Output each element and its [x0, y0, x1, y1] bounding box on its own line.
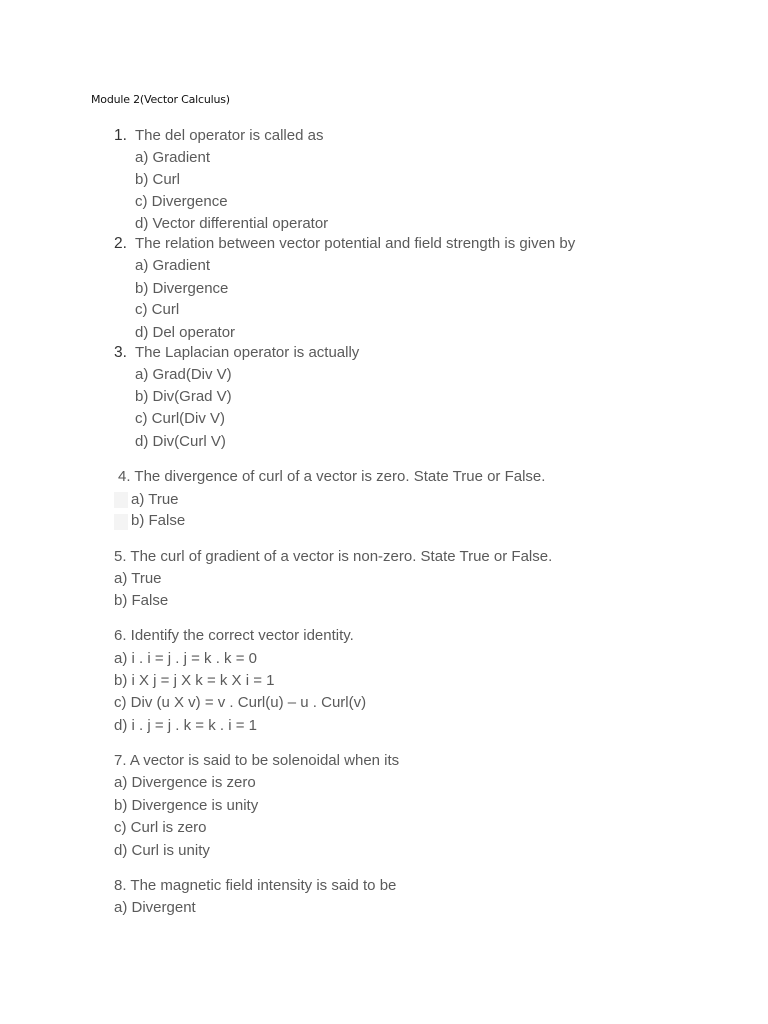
option: b) Curl [135, 171, 181, 188]
option: c) Divergence [135, 193, 228, 210]
option: b) Div(Grad V) [135, 388, 232, 405]
question-number: 1. [114, 127, 127, 144]
document-title: Module 2(Vector Calculus) [91, 93, 230, 106]
option-shading [114, 492, 128, 508]
option: c) Curl(Div V) [135, 410, 225, 427]
option: a) Divergent [114, 899, 196, 916]
option: b) i X j = j X k = k X i = 1 [114, 672, 275, 689]
option-shading [114, 514, 128, 530]
option: d) Div(Curl V) [135, 433, 226, 450]
option: d) Del operator [135, 324, 236, 341]
question-text: The relation between vector potential and field strength is given by [135, 235, 576, 252]
option: a) True [114, 570, 162, 587]
option: d) Curl is unity [114, 842, 210, 859]
option: b) Divergence [135, 280, 229, 297]
question-text: The del operator is called as [135, 127, 324, 144]
option: b) False [114, 592, 169, 609]
question-text: The Laplacian operator is actually [135, 344, 360, 361]
question-text: 6. Identify the correct vector identity. [114, 627, 354, 644]
option: b) False [131, 512, 186, 529]
question-text: 4. The divergence of curl of a vector is zero. State True or False. [118, 468, 546, 485]
option: a) Gradient [135, 257, 211, 274]
option: a) Gradient [135, 149, 211, 166]
question-number: 3. [114, 344, 127, 361]
question-text: 8. The magnetic field intensity is said to be [114, 877, 397, 894]
option: a) Grad(Div V) [135, 366, 232, 383]
option: c) Curl [135, 301, 180, 318]
option: d) i . j = j . k = k . i = 1 [114, 717, 257, 734]
option: d) Vector differential operator [135, 215, 329, 232]
option: a) Divergence is zero [114, 774, 256, 791]
option: c) Div (u X v) = v . Curl(u) – u . Curl(v) [114, 694, 367, 711]
option: a) True [131, 491, 179, 508]
question-text: 7. A vector is said to be solenoidal when its [114, 752, 400, 769]
question-number: 2. [114, 235, 127, 252]
question-text: 5. The curl of gradient of a vector is non-zero. State True or False. [114, 548, 553, 565]
option: a) i . i = j . j = k . k = 0 [114, 650, 257, 667]
option: c) Curl is zero [114, 819, 207, 836]
option: b) Divergence is unity [114, 797, 259, 814]
